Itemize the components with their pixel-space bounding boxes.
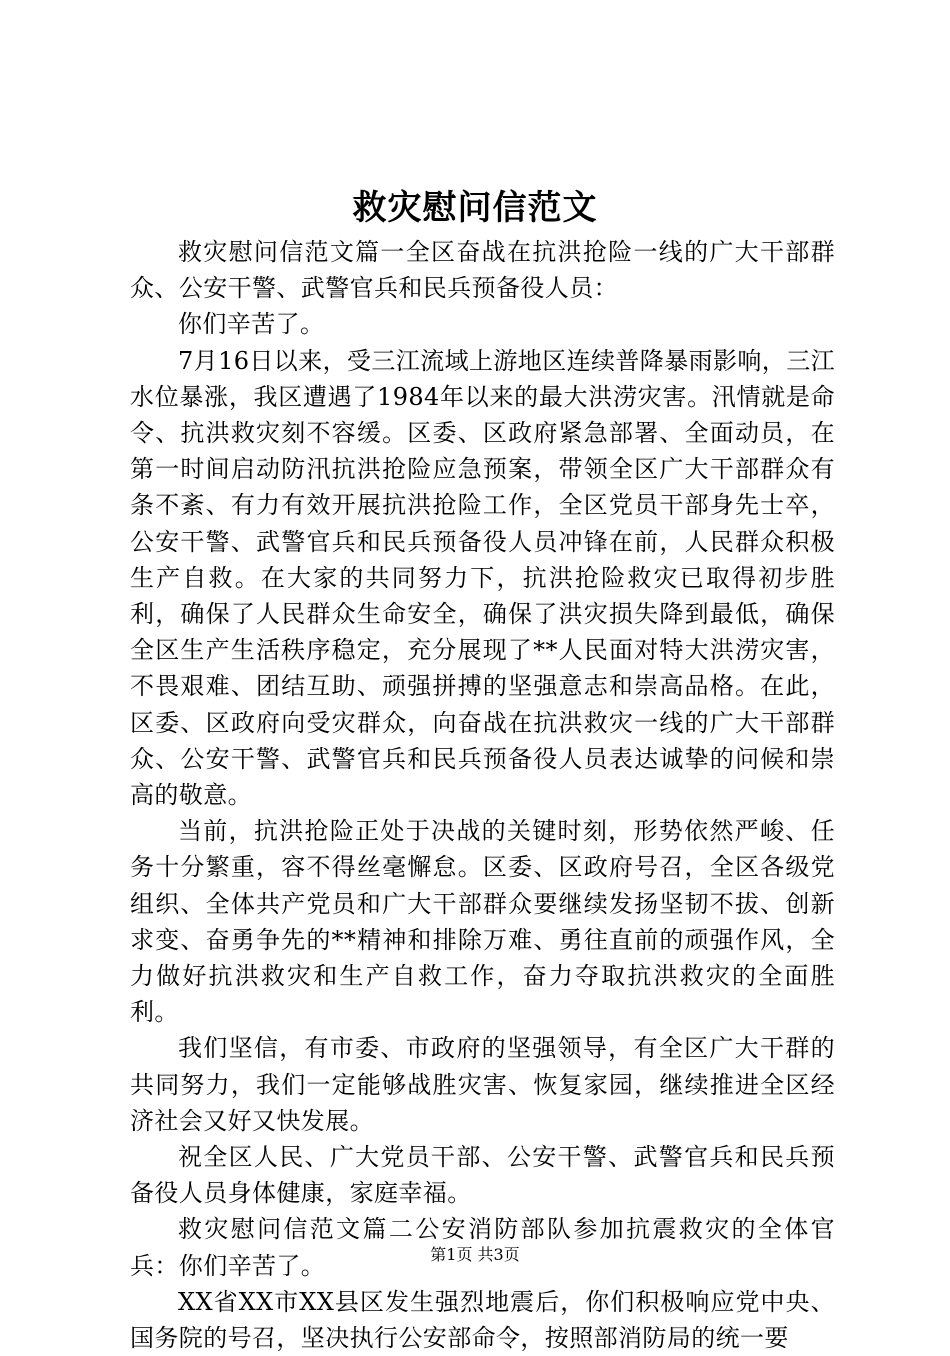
- paragraph-4: 当前，抗洪抢险正处于决战的关键时刻，形势依然严峻、任务十分繁重，容不得丝毫懈怠。区委、区政府号召，全区各级党组织、全体共产党员和广大干部群众要继续发扬坚韧不拔、创新求变、奋勇争先的**精神和排除万难、勇往直前的顽强作风，全力做好抗洪救灾和生产自救工作，奋力夺取抗洪救灾的全面胜利。: [130, 817, 835, 1027]
- paragraph-5: 我们坚信，有市委、市政府的坚强领导，有全区广大干群的共同努力，我们一定能够战胜灾害、恢复家园，继续推进全区经济社会又好又快发展。: [130, 1034, 835, 1135]
- paragraph-3: 7月16日以来，受三江流域上游地区连续普降暴雨影响，三江水位暴涨，我区遭遇了1984年以来的最大洪涝灾害。汛情就是命令、抗洪救灾刻不容缓。区委、区政府紧急部署、全面动员，在第一时间启动防汛抗洪抢险应急预案，带领全区广大干部群众有条不紊、有力有效开展抗洪抢险工作，全区党员干部身先士卒，公安干警、武警官兵和民兵预备役人员冲锋在前，人民群众积极生产自救。在大家的共同努力下，抗洪抢险救灾已取得初步胜利，确保了人民群众生命安全，确保了洪灾损失降到最低，确保全区生产生活秩序稳定，充分展现了**人民面对特大洪涝灾害，不畏艰难、团结互助、顽强拼搏的坚强意志和崇高品格。在此，区委、区政府向受灾群众，向奋战在抗洪救灾一线的广大干部群众、公安干警、武警官兵和民兵预备役人员表达诚挚的问候和崇高的敬意。: [130, 346, 836, 810]
- document-body: [130, 234, 835, 1356]
- paragraph-2: 你们辛苦了。: [178, 310, 325, 339]
- document-title: 救灾慰问信范文: [352, 188, 598, 228]
- paragraph-8: XX省XX市XX县区发生强烈地震后，你们积极响应党中央、国务院的号召，坚决执行公安部命令，按照部消防局的统一要: [130, 1287, 835, 1353]
- paragraph-7: 救灾慰问信范文篇二公安消防部队参加抗震救灾的全体官兵：你们辛苦了。: [130, 1215, 835, 1280]
- page-number-footer: 第1页 共3页: [430, 1245, 520, 1264]
- paragraph-6: 祝全区人民、广大党员干部、公安干警、武警官兵和民兵预备役人员身体健康，家庭幸福。: [130, 1143, 835, 1208]
- paragraph-1: 救灾慰问信范文篇一全区奋战在抗洪抢险一线的广大干部群众、公安干警、武警官兵和民兵预备役人员：: [130, 238, 835, 303]
